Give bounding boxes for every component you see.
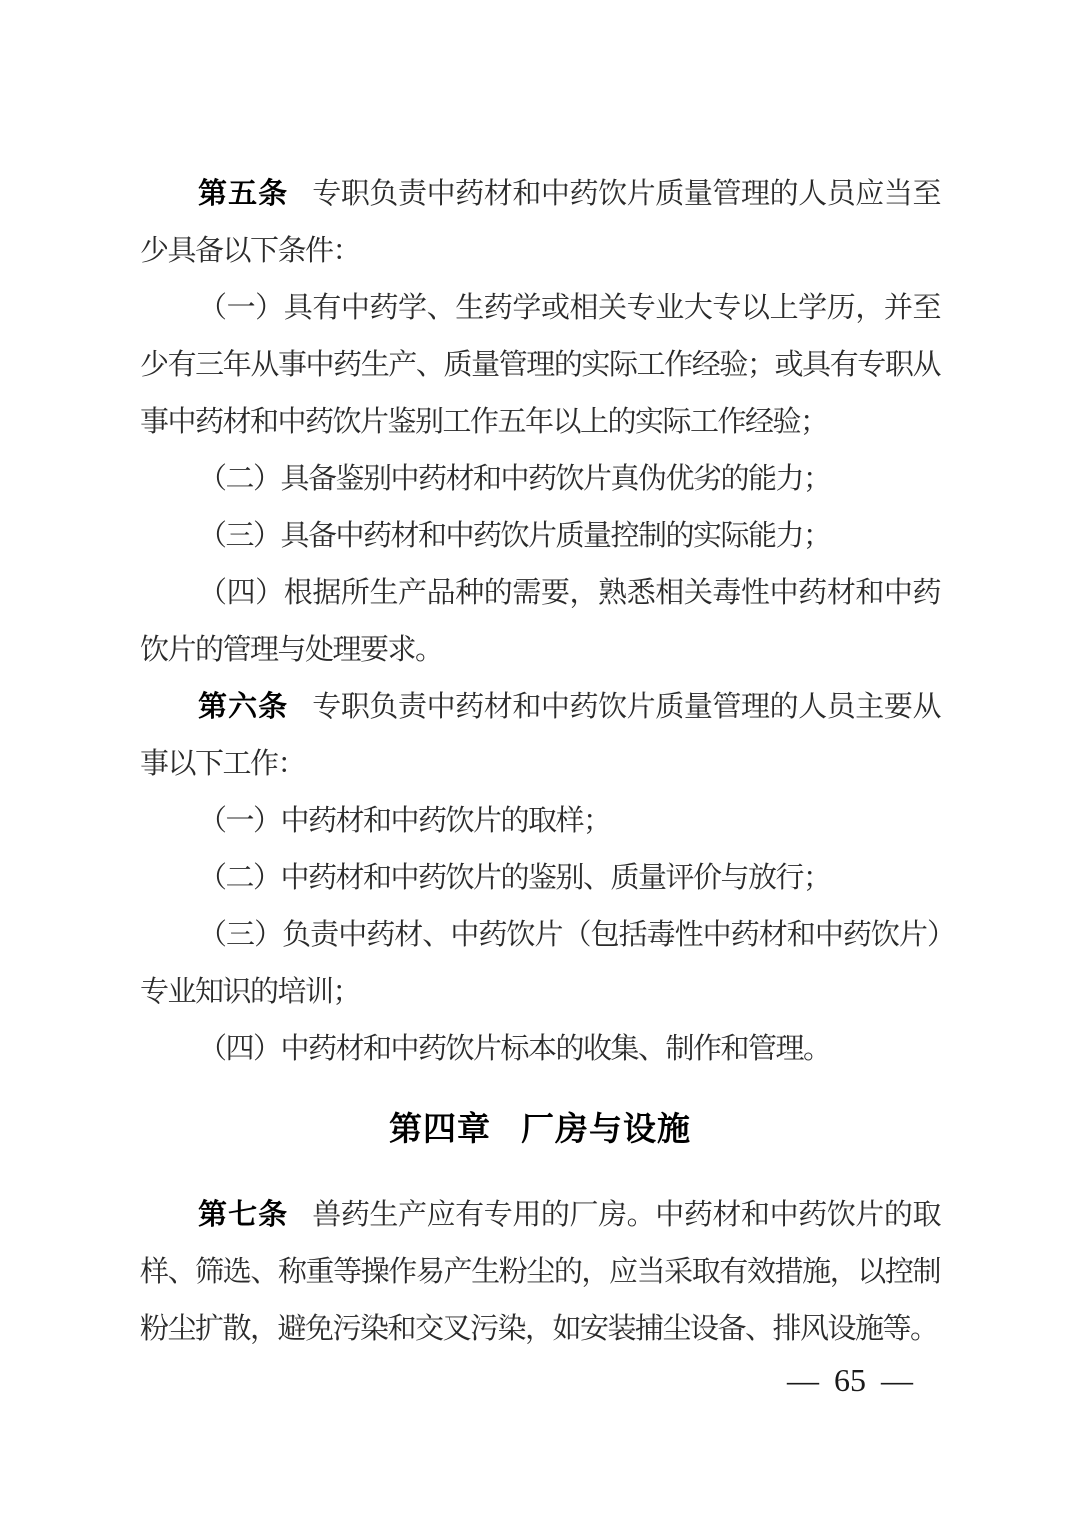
article-7-paragraph xyxy=(140,1187,940,1358)
chapter-title: 厂房与设施 xyxy=(521,1112,691,1148)
page-footer xyxy=(787,1360,913,1400)
chapter-number: 第四章 xyxy=(389,1112,491,1148)
chapter-heading xyxy=(140,1102,940,1159)
article-6-paragraph xyxy=(140,679,940,793)
page-number: 65 xyxy=(834,1362,866,1398)
article-6-intro: 专职负责中药材和中药饮片质量管理的人员主要从事以下工作： xyxy=(140,691,940,780)
article-6-item-4: （四）中药材和中药饮片标本的收集、制作和管理。 xyxy=(198,1033,831,1065)
article-6-label: 第六条 xyxy=(198,691,289,723)
article-7-label: 第七条 xyxy=(198,1199,289,1231)
article-6-item-3: （三）负责中药材、中药饮片（包括毒性中药材和中药饮片）专业知识的培训； xyxy=(140,919,940,1008)
article-6-item-2: （二）中药材和中药饮片的鉴别、质量评价与放行； xyxy=(198,862,831,894)
article-7-text: 兽药生产应有专用的厂房。中药材和中药饮片的取样、筛选、称重等操作易产生粉尘的，应当采取有效措施，以控制粉尘扩散，避免污染和交叉污染，如安装捕尘设备、排风设施等。 xyxy=(140,1199,940,1345)
document-body xyxy=(140,166,940,1358)
article-6-item-1: （一）中药材和中药饮片的取样； xyxy=(198,805,611,837)
article-5-intro: 专职负责中药材和中药饮片质量管理的人员应当至少具备以下条件： xyxy=(140,178,940,267)
article-5-item-4: （四）根据所生产品种的需要，熟悉相关毒性中药材和中药饮片的管理与处理要求。 xyxy=(140,577,940,666)
article-5-paragraph xyxy=(140,166,940,280)
footer-dash-left: — xyxy=(787,1362,819,1398)
article-5-item-1: （一）具有中药学、生药学或相关专业大专以上学历，并至少有三年从事中药生产、质量管理的实际工作经验；或具有专职从事中药材和中药饮片鉴别工作五年以上的实际工作经验； xyxy=(140,292,940,438)
footer-dash-right: — xyxy=(881,1362,913,1398)
article-5-label: 第五条 xyxy=(198,178,289,210)
article-5-item-2: （二）具备鉴别中药材和中药饮片真伪优劣的能力； xyxy=(198,463,831,495)
article-5-item-3: （三）具备中药材和中药饮片质量控制的实际能力； xyxy=(198,520,831,552)
